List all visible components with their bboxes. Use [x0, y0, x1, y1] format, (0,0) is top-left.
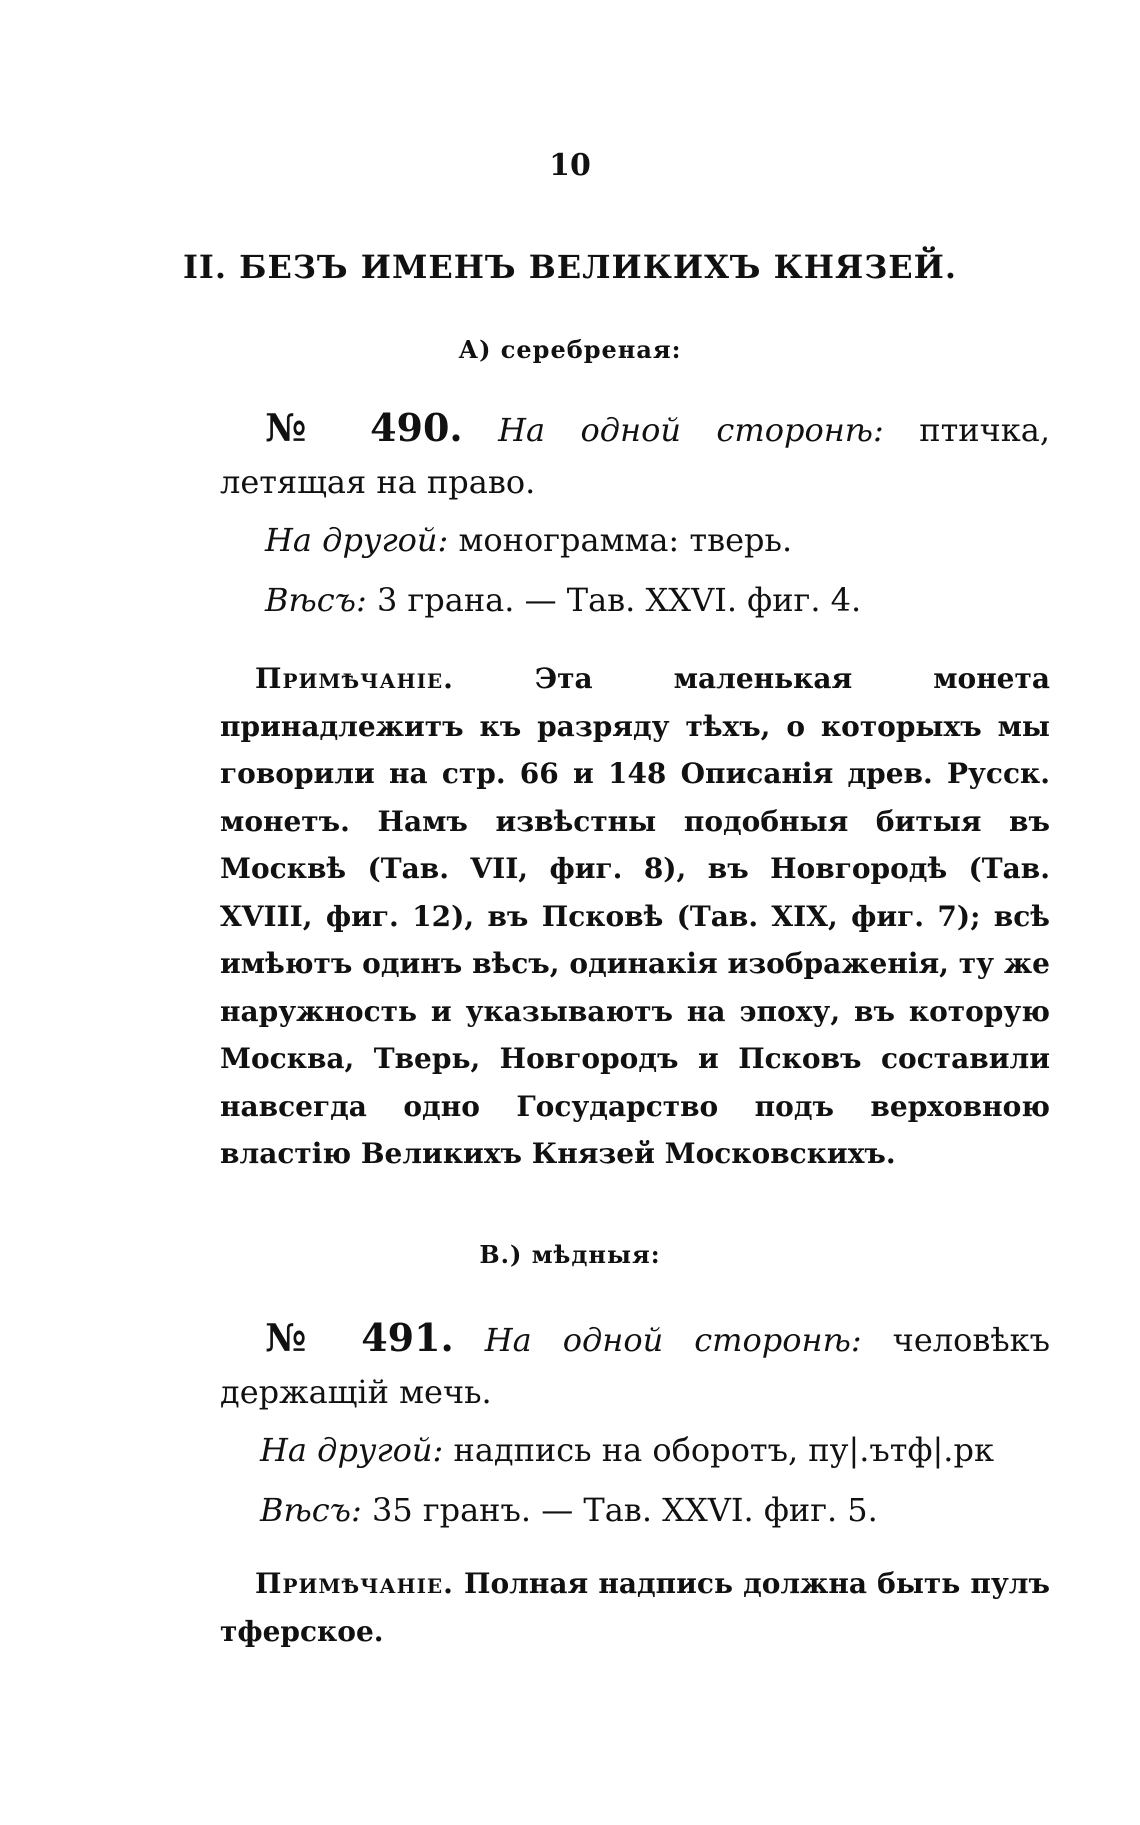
- note-490: [220, 655, 1050, 1178]
- reverse-line-490: [265, 514, 1065, 566]
- reverse-label: На другой:: [260, 1431, 444, 1469]
- reverse-line-491: [260, 1424, 1060, 1476]
- weight-description: 3 грана. — Тав. XXVI. фиг. 4.: [376, 581, 862, 619]
- weight-label: Вѣсъ:: [260, 1491, 362, 1529]
- weight-description: 35 гранъ. — Тав. XXVI. фиг. 5.: [371, 1491, 878, 1529]
- weight-line-491: [260, 1484, 1060, 1536]
- section-heading: II. БЕЗЪ ИМЕНЪ ВЕЛИКИХЪ КНЯЗЕЙ.: [182, 248, 958, 286]
- reverse-label: На другой:: [265, 521, 449, 559]
- subsection-heading-copper: В.) мѣдныя:: [479, 1240, 661, 1269]
- note-491: [220, 1560, 1050, 1655]
- weight-line-490: [265, 574, 1065, 626]
- coin-entry-490: [220, 402, 1050, 508]
- coin-entry-491: [220, 1312, 1050, 1418]
- weight-label: Вѣсъ:: [265, 581, 367, 619]
- reverse-description: монограмма: тверь.: [458, 521, 793, 559]
- note-label: Примѣчаніе.: [255, 662, 454, 695]
- note-text: Полная надпись должна быть пулъ тферское.: [220, 1567, 1051, 1648]
- obverse-description: человѣкъ держащій мечь.: [220, 1321, 1051, 1411]
- reverse-description: надпись на оборотъ, пу|.ътф|.рк: [453, 1431, 994, 1469]
- obverse-label: На одной сторонѣ:: [484, 1321, 862, 1359]
- obverse-description: птичка, летящая на право.: [220, 411, 1050, 501]
- note-text: Эта маленькая монета принадлежитъ къ разряду тѣхъ, о которыхъ мы говорили на стр. 66 и 148 Описанія древ. Русск. монетъ. Намъ извѣстны подобныя битыя въ Москвѣ (Тав. VII, фиг. 8), въ Новгородѣ (Тав. XVIII, фиг. 12), въ Псковѣ (Тав. XIX, фиг. 7); всѣ имѣютъ одинъ вѣсъ, одинакія изображенія, ту же наружность и указываютъ на эпоху, въ которую Москва, Тверь, Новгородъ и Псковъ составили навсегда одно Государство подъ верховною властію Великихъ Князей Московскихъ.: [220, 662, 1050, 1170]
- entry-number: № 491.: [265, 1315, 454, 1360]
- page-number: 10: [549, 148, 591, 183]
- obverse-label: На одной сторонѣ:: [498, 411, 884, 449]
- subsection-heading-silver: А) серебреная:: [458, 335, 682, 364]
- entry-number: № 490.: [265, 405, 463, 450]
- note-label: Примѣчаніе.: [255, 1567, 454, 1600]
